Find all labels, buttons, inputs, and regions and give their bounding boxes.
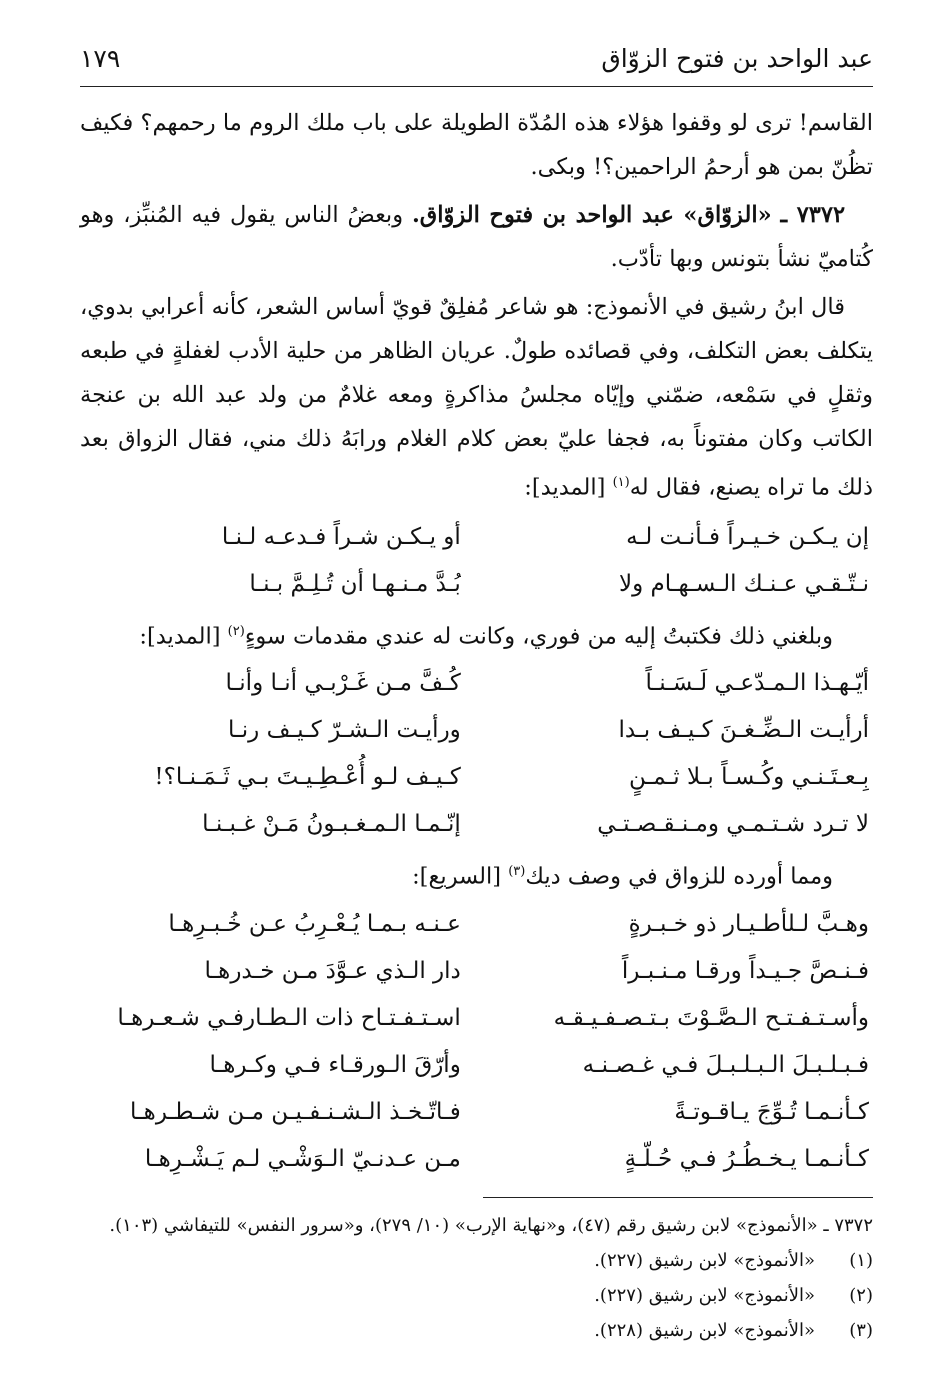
paragraph-1: القاسم! ترى لو وقفوا هؤلاء هذه المُدّة الطويلة على باب ملك الروم ما رحمهم؟ فكيف تظُنّ بمن هو أرحمُ الراحمين؟! وبكى.	[80, 110, 873, 180]
footnote-number: (١)	[849, 1249, 873, 1271]
paragraph-3-text: قال ابنُ رشيق في الأنموذج: هو شاعر مُفلِقٌ قويّ أساس الشعر، كأنه أعرابي بدوي، يتكلف بعض التكلف، وفي قصائده طولٌ. عريان الظاهر من حلية الأدب لغفلةٍ في طبعه وثقلٍ في سَمْعه، ضمّني وإيّاه مجلسُ مذاكرةٍ ومعه غلامٌ من ولد عبد الله بن عنجة الكاتب وكان مفتوناً به، فجفا عليّ بعض كلام الغلام ورابَهُ ذلك مني، فقال الزواق بعد ذلك ما تراه يصنع، فقال له	[80, 294, 873, 501]
verse-second-hemistich: عـنـه بـمـا يُـعْـرِبُ عـن خُـبـرِهـا	[168, 910, 461, 937]
verse-line	[80, 995, 873, 1042]
body-text	[80, 101, 873, 1183]
verse-line	[80, 754, 873, 801]
footnote-text: «الأنموذج» لابن رشيق (٢٢٧).	[594, 1249, 815, 1271]
page-number: ١٧٩	[80, 44, 121, 73]
footnotes	[80, 1208, 873, 1348]
poem-3-intro	[80, 850, 873, 899]
entry-text: وبعضُ الناس يقول فيه المُنبِّز، وهو كُتاميّ نشأ بتونس وبها تأدّب.	[80, 202, 873, 272]
verse-line	[80, 801, 873, 848]
entry-number: ٧٣٧٢ ـ	[780, 202, 846, 228]
meter-label: [المديد]:	[139, 623, 228, 649]
verse-first-hemistich: فـنـصَّ جـيـداً ورقـا مـنـبـراً	[621, 957, 869, 984]
footnote-text: «الأنموذج» لابن رشيق (٢٢٧).	[594, 1284, 815, 1306]
verse-first-hemistich: فـبـلـبـلَ الـبـلـبـلَ فـي غـصـنـه	[582, 1051, 869, 1078]
verse-line	[80, 948, 873, 995]
verse-first-hemistich: بِـعـتَـنـي وكُـسـاً بـلا ثـمـنٍ	[628, 764, 869, 790]
footnote-number: (٣)	[849, 1319, 873, 1341]
verse-second-hemistich: اسـتـفـتـاح ذات الـطـارفـي شـعـرهـا	[117, 1004, 461, 1031]
book-page	[80, 36, 873, 1346]
meter-label: [السريع]:	[412, 863, 509, 890]
footnote-ref-1[interactable]: (١)	[612, 475, 630, 490]
verse-line	[80, 1136, 873, 1183]
footnote-1	[80, 1243, 873, 1278]
verse-second-hemistich: وأرّقَ الـورقـاء فـي وكـرهـا	[209, 1051, 461, 1078]
footnote-ref-2[interactable]: (٢)	[227, 623, 245, 639]
verse-second-hemistich: كـيـف لـو أُعْـطِـيـتَ بـي ثَـمَـنـا؟!	[154, 764, 461, 790]
verse-line	[80, 1042, 873, 1089]
verse-second-hemistich: ورأيـت الـشـرّ كـيـف رنـا	[228, 717, 461, 743]
verse-first-hemistich: نـتّـقـي عـنـك الـسـهـام ولا	[618, 570, 869, 597]
footnote-entry-source	[80, 1208, 873, 1243]
footnote-text: «الأنموذج» لابن رشيق (٢٢٨).	[594, 1319, 815, 1341]
verse-first-hemistich: وأسـتـفـتـح الـصَّـوْتَ بـتـصـفـيـقـه	[553, 1004, 869, 1031]
verse-line	[80, 514, 873, 561]
verse-first-hemistich: إن يـكـن خـيـراً فـأنـت لـه	[626, 523, 869, 550]
footnote-number: (٢)	[849, 1284, 873, 1306]
poem-2-intro-text: وبلغني ذلك فكتبتُ إليه من فوري، وكانت له عندي مقدمات سوءٍ	[244, 623, 833, 649]
verse-line	[80, 707, 873, 754]
poem-1	[80, 514, 873, 608]
verse-second-hemistich: فـاتّـخـذ الـشـنـفـيـن مـن شـطـرهـا	[129, 1098, 461, 1125]
verse-second-hemistich: كُـفَّ مـن غَـرْبـي أنـا وأنـا	[225, 670, 461, 696]
meter-label: [المديد]:	[524, 474, 613, 501]
verse-first-hemistich: وهـبَّ لـلأطـيـار ذو خـبـرةٍ	[628, 910, 869, 937]
footnote-ref-3[interactable]: (٣)	[508, 864, 526, 879]
footnote-text: ٧٣٧٢ ـ «الأنموذج» لابن رشيق رقم (٤٧)، و«نهاية الإرب» (١٠/ ٢٧٩)، و«سرور النفس» للتيفاشي (١٠٣).	[109, 1214, 873, 1236]
verse-line	[80, 901, 873, 948]
verse-first-hemistich: أيّـهـذا الـمـدّعـي لَـسَـنـاً	[645, 670, 869, 696]
footnote-3	[80, 1313, 873, 1348]
verse-first-hemistich: لا تـرد شـتـمـي ومـنـقـصـتـي	[597, 811, 869, 837]
verse-second-hemistich: دار الـذي عـوَّدَ مـن خـدرهـا	[204, 957, 461, 984]
poem-3	[80, 901, 873, 1183]
footnote-2	[80, 1278, 873, 1313]
page-header	[80, 36, 873, 87]
verse-second-hemistich: بُـدَّ مـنـهـا أن تُـلِـمَّ بـنـا	[249, 570, 461, 597]
running-title: عبد الواحد بن فتوح الزوّاق	[601, 44, 873, 73]
verse-first-hemistich: كـأنـمـا يـخـطُـرُ فـي حُـلّـةٍ	[624, 1145, 869, 1172]
entry-paragraph	[80, 193, 873, 281]
verse-line	[80, 1089, 873, 1136]
poem-2	[80, 660, 873, 848]
verse-line	[80, 660, 873, 707]
poem-2-intro	[80, 610, 873, 659]
paragraph-3	[80, 285, 873, 510]
verse-line	[80, 561, 873, 608]
poem-3-intro-text: ومما أورده للزواق في وصف ديك	[525, 863, 833, 890]
verse-second-hemistich: إنّـمـا الـمـغـبـونُ مَـنْ غـبـنـا	[202, 811, 461, 837]
verse-first-hemistich: كـأنـمـا تُـوِّجَ يـاقـوتـةً	[674, 1098, 869, 1125]
footnote-divider	[483, 1197, 873, 1198]
verse-second-hemistich: مـن عـدنـيّ الـوَشْـي لـم يَـشْـرِهـا	[144, 1145, 461, 1172]
entry-heading: «الزوّاق» عبد الواحد بن فتوح الزوّاق.	[411, 202, 772, 228]
verse-first-hemistich: أرأيـت الـضِّـغـنَ كـيـف بـدا	[618, 717, 869, 743]
verse-second-hemistich: أو يـكـن شـراً فـدعـه لـنـا	[221, 523, 461, 550]
